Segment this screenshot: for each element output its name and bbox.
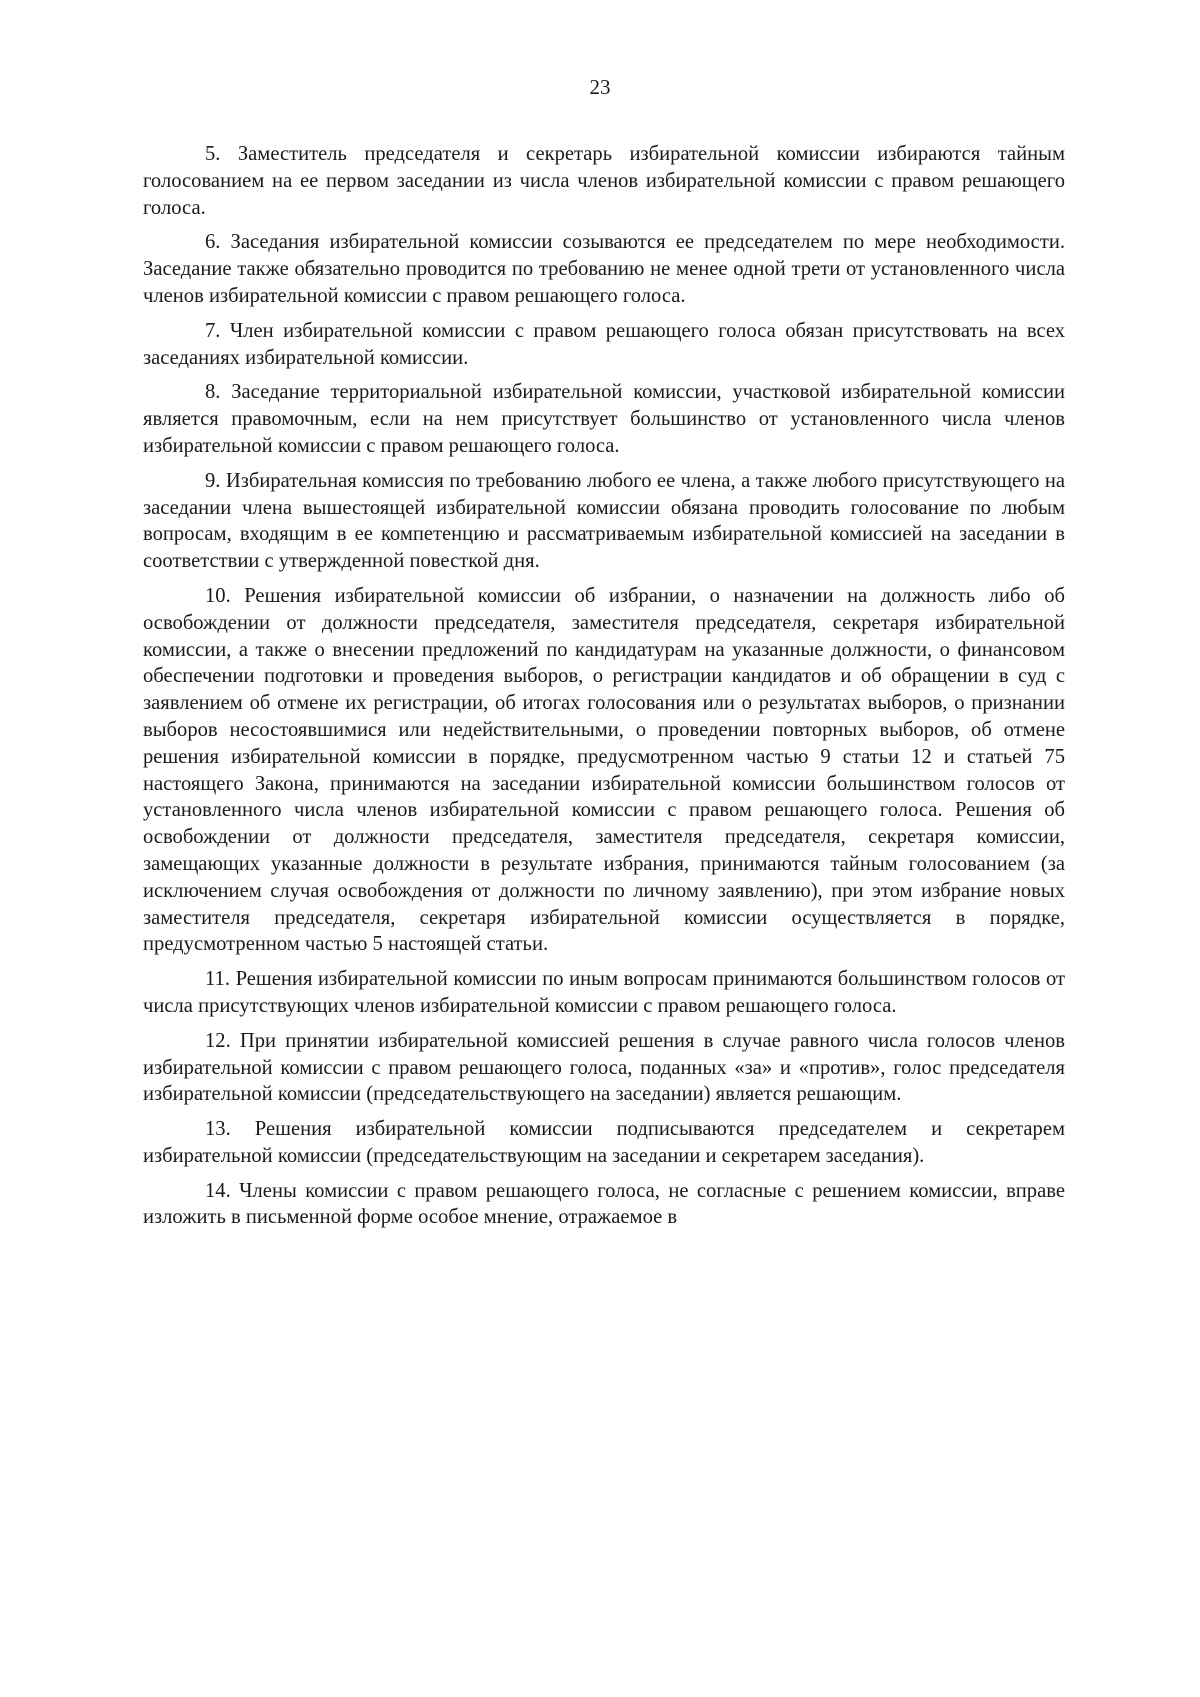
paragraph-9: 9. Избирательная комиссия по требованию любого ее члена, а также любого присутствующего на заседании члена вышестоящей избирательной комиссии обязана проводить голосование по любым вопросам, входящим в ее компетенцию и рассматриваемым избирательной комиссией на заседании в соответствии с утвержденной повесткой дня.: [143, 469, 1065, 573]
page-number: 23: [589, 75, 611, 99]
paragraph-7: 7. Член избирательной комиссии с правом решающего голоса обязан присутствовать на всех заседаниях избирательной комиссии.: [143, 319, 1065, 369]
document-body: [143, 141, 1065, 1239]
paragraph-8: 8. Заседание территориальной избирательной комиссии, участковой избирательной комиссии является правомочным, если на нем присутствует большинство от установленного числа членов избирательной комиссии с правом решающего голоса.: [143, 381, 1065, 457]
paragraph-13: 13. Решения избирательной комиссии подписываются председателем и секретарем избирательной комиссии (председательствующим на заседании и секретарем заседания).: [143, 1118, 1065, 1167]
paragraph-14: 14. Члены комиссии с правом решающего голоса, не согласные с решением комиссии, вправе изложить в письменной форме особое мнение, отражаемое в: [143, 1179, 1065, 1229]
paragraph-11: 11. Решения избирательной комиссии по иным вопросам принимаются большинством голосов от числа присутствующих членов избирательной комиссии с правом решающего голоса.: [143, 968, 1065, 1017]
paragraph-10: 10. Решения избирательной комиссии об избрании, о назначении на должность либо об освобождении от должности председателя, заместителя председателя, секретаря избирательной комиссии, а также о внесении предложений по кандидатурам на указанные должности, о финансовом обеспечении подготовки и проведения выборов, о регистрации кандидатов и об обращении в суд с заявлением об отмене их регистрации, об итогах голосования или о результатах выборов, о признании выборов несостоявшимися или недействительными, о проведении повторных выборов, об отмене решения избирательной комиссии в порядке, предусмотренном частью 9 статьи 12 и статьей 75 настоящего Закона, принимаются на заседании избирательной комиссии большинством голосов от установленного числа членов избирательной комиссии с правом решающего голоса. Решения об освобождении от должности председателя, заместителя председателя, секретаря комиссии, замещающих указанные должности в результате избрания, принимаются тайным голосованием (за исключением случая освобождения от должности по личному заявлению), при этом избрание новых заместителя председателя, секретаря избирательной комиссии осуществляется в порядке, предусмотренном частью 5 настоящей статьи.: [143, 584, 1065, 956]
paragraph-12: 12. При принятии избирательной комиссией решения в случае равного числа голосов членов избирательной комиссии с правом решающего голоса, поданных «за» и «против», голос председателя избирательной комиссии (председательствующего на заседании) является решающим.: [143, 1029, 1065, 1106]
paragraph-5: 5. Заместитель председателя и секретарь избирательной комиссии избираются тайным голосованием на ее первом заседании из числа членов избирательной комиссии с правом решающего голоса.: [143, 143, 1065, 219]
paragraph-6: 6. Заседания избирательной комиссии созываются ее председателем по мере необходимости. Заседание также обязательно проводится по требованию не менее одной трети от установленного числа членов избирательной комиссии с правом решающего голоса.: [143, 231, 1065, 307]
